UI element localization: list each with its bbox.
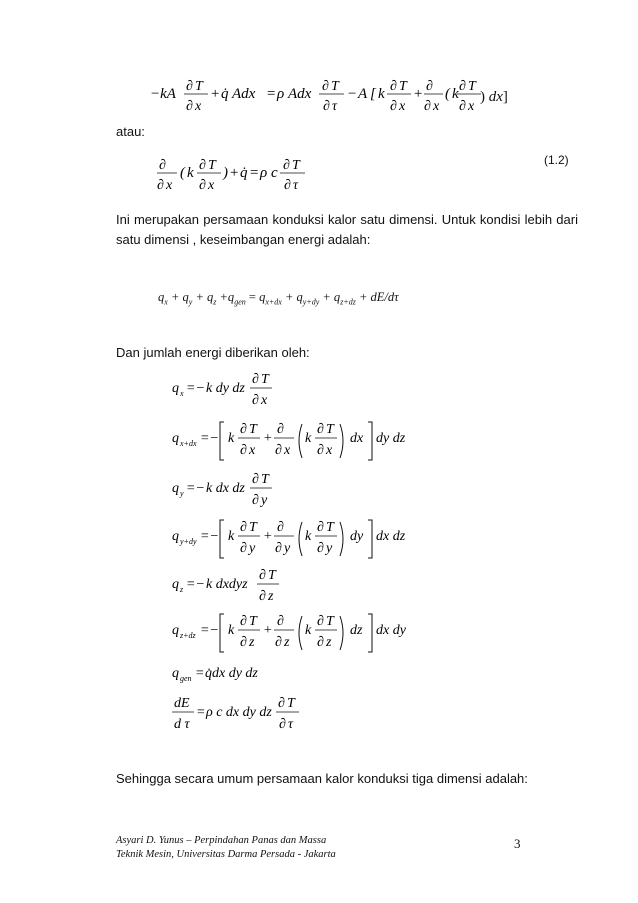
svg-text:y: y — [249, 541, 256, 556]
svg-text:∂: ∂ — [259, 589, 266, 604]
svg-text:∂: ∂ — [240, 635, 247, 650]
svg-text:∂: ∂ — [275, 443, 282, 458]
equation-energy-balance-1d-tail: ) dx] — [480, 89, 508, 105]
svg-text:∂: ∂ — [186, 99, 193, 114]
svg-text:∂: ∂ — [424, 99, 431, 114]
svg-text:∂: ∂ — [240, 520, 247, 535]
svg-text:∂: ∂ — [317, 541, 324, 556]
svg-text:k: k — [228, 431, 235, 446]
svg-text:+: + — [413, 86, 424, 102]
svg-text:dE: dE — [174, 696, 190, 711]
svg-text:x: x — [180, 389, 184, 398]
svg-text:k dy dz: k dy dz — [206, 381, 245, 396]
svg-text:∂: ∂ — [275, 635, 282, 650]
svg-text:k: k — [305, 431, 312, 446]
equation-qz — [172, 566, 292, 612]
svg-text:q: q — [172, 577, 179, 592]
svg-text:∂: ∂ — [284, 178, 291, 193]
svg-text:=−: =− — [200, 529, 219, 544]
svg-text:∂: ∂ — [322, 79, 329, 94]
equation-qy-dy — [172, 516, 412, 566]
footer-line-2: Teknik Mesin, Universitas Darma Persada - Jakarta — [116, 849, 336, 860]
svg-text:∂: ∂ — [240, 614, 247, 629]
svg-text:∂: ∂ — [278, 696, 285, 711]
svg-text:d τ: d τ — [174, 717, 190, 732]
svg-text:z+dz: z+dz — [180, 631, 196, 640]
paragraph-1-line-1: Ini merupakan persamaan konduksi kalor satu dimensi. Untuk kondisi lebih dari — [116, 212, 578, 227]
text-atau: atau: — [116, 124, 145, 139]
svg-text:∂: ∂ — [277, 422, 284, 437]
svg-text:x: x — [249, 443, 256, 458]
svg-text:∂: ∂ — [159, 158, 166, 173]
svg-text:dx: dx — [350, 431, 364, 446]
svg-text:k: k — [305, 529, 312, 544]
svg-text:x: x — [261, 393, 268, 408]
svg-text:T: T — [261, 372, 269, 387]
svg-text:q: q — [172, 431, 179, 446]
svg-text:T: T — [261, 472, 269, 487]
svg-text:∂: ∂ — [199, 158, 206, 173]
svg-text:dy: dy — [350, 529, 364, 544]
equation-energy-balance-1d — [150, 78, 490, 122]
svg-text:∂: ∂ — [459, 99, 466, 114]
svg-text:=−: =− — [200, 431, 219, 446]
svg-text:τ: τ — [332, 99, 338, 114]
svg-text:=−: =− — [186, 381, 205, 396]
svg-text:T: T — [249, 422, 257, 437]
svg-text:gen: gen — [180, 674, 192, 683]
svg-text:dz: dz — [350, 623, 363, 638]
svg-text:z: z — [249, 635, 255, 650]
svg-text:∂: ∂ — [259, 568, 266, 583]
svg-text:y: y — [180, 489, 184, 498]
svg-text:T: T — [249, 520, 257, 535]
svg-text:∂: ∂ — [186, 79, 193, 94]
svg-text:T: T — [287, 696, 295, 711]
svg-text:∂: ∂ — [283, 158, 290, 173]
svg-text:+: + — [263, 529, 273, 544]
svg-text:q: q — [172, 623, 179, 638]
svg-text:T: T — [195, 79, 203, 94]
svg-text:=: = — [266, 86, 277, 102]
svg-text:x: x — [284, 443, 291, 458]
svg-text:=: = — [196, 705, 206, 720]
svg-text:dy dz: dy dz — [376, 431, 406, 446]
svg-text:∂: ∂ — [275, 541, 282, 556]
svg-text:q̇dx dy dz: q̇dx dy dz — [205, 666, 258, 681]
svg-text:∂: ∂ — [277, 614, 284, 629]
svg-text:∂: ∂ — [390, 99, 397, 114]
svg-text:∂: ∂ — [252, 493, 259, 508]
svg-text:dx dz: dx dz — [376, 529, 406, 544]
svg-text:∂: ∂ — [459, 79, 466, 94]
svg-text:k: k — [452, 86, 459, 102]
svg-text:∂: ∂ — [252, 393, 259, 408]
svg-text:x: x — [326, 443, 333, 458]
svg-text:y: y — [326, 541, 333, 556]
svg-text:k: k — [305, 623, 312, 638]
equation-1-2 — [155, 157, 305, 201]
svg-text:∂: ∂ — [317, 614, 324, 629]
svg-text:k dxdyz: k dxdyz — [206, 577, 248, 592]
svg-text:q̇: q̇ — [240, 165, 248, 181]
svg-text:A: A — [358, 86, 368, 102]
paragraph-2: Dan jumlah energi diberikan oleh: — [116, 345, 310, 360]
svg-text:∂: ∂ — [317, 635, 324, 650]
svg-text:∂: ∂ — [317, 443, 324, 458]
svg-text:x: x — [195, 99, 202, 114]
svg-text:[: [ — [370, 86, 376, 102]
svg-text:q: q — [172, 481, 179, 496]
svg-text:k: k — [378, 86, 385, 102]
svg-text:∂: ∂ — [240, 422, 247, 437]
svg-text:T: T — [326, 520, 334, 535]
svg-text:∂: ∂ — [240, 541, 247, 556]
svg-text:−kA: −kA — [150, 86, 176, 102]
svg-text:ρ Adx: ρ Adx — [277, 86, 312, 102]
svg-text:∂: ∂ — [317, 520, 324, 535]
svg-text:z: z — [326, 635, 332, 650]
svg-text:T: T — [249, 614, 257, 629]
svg-text:x: x — [208, 178, 215, 193]
svg-text:T: T — [268, 568, 276, 583]
svg-text:+: + — [263, 623, 273, 638]
svg-text:∂: ∂ — [390, 79, 397, 94]
svg-text:y+dy: y+dy — [180, 537, 197, 546]
svg-text:=−: =− — [186, 577, 205, 592]
svg-text:=: = — [195, 666, 205, 681]
svg-text:y: y — [284, 541, 291, 556]
page-number: 3 — [514, 836, 521, 851]
svg-text:T: T — [331, 79, 339, 94]
footer-line-1: Asyari D. Yunus – Perpindahan Panas dan Massa — [116, 835, 327, 846]
svg-text:∂: ∂ — [252, 372, 259, 387]
svg-text:x+dx: x+dx — [180, 439, 197, 448]
paragraph-1-line-2: satu dimensi , keseimbangan energi adalah: — [116, 232, 371, 247]
svg-text:=−: =− — [186, 481, 205, 496]
equation-qx — [172, 370, 292, 416]
svg-text:x: x — [468, 99, 475, 114]
equation-qy — [172, 470, 292, 516]
svg-text:T: T — [326, 422, 334, 437]
svg-text:=−: =− — [200, 623, 219, 638]
equation-qx-dx — [172, 418, 412, 468]
svg-text:∂: ∂ — [426, 79, 433, 94]
equation-qz-dz — [172, 610, 412, 660]
svg-text:T: T — [326, 614, 334, 629]
svg-text:τ: τ — [288, 717, 294, 732]
svg-text:z: z — [284, 635, 290, 650]
svg-text:τ: τ — [293, 178, 299, 193]
svg-text:(: ( — [180, 165, 185, 181]
svg-text:k: k — [228, 623, 235, 638]
svg-text:k: k — [228, 529, 235, 544]
paragraph-3: Sehingga secara umum persamaan kalor konduksi tiga dimensi adalah: — [116, 771, 528, 786]
svg-text:dx dy: dx dy — [376, 623, 406, 638]
svg-text:T: T — [292, 158, 300, 173]
svg-text:z: z — [180, 585, 184, 594]
equation-dE-dtau — [172, 694, 322, 740]
svg-text:∂: ∂ — [277, 520, 284, 535]
svg-text:+: + — [263, 431, 273, 446]
svg-text:∂: ∂ — [279, 717, 286, 732]
svg-text:∂: ∂ — [157, 178, 164, 193]
svg-text:k: k — [187, 165, 194, 181]
svg-text:q: q — [172, 529, 179, 544]
svg-text:q: q — [172, 381, 179, 396]
equation-qgen — [172, 662, 292, 688]
svg-text:q: q — [172, 666, 179, 681]
svg-text:+: + — [229, 165, 240, 181]
svg-text:=: = — [249, 165, 260, 181]
svg-text:z: z — [268, 589, 274, 604]
equation-energy-balance-3d: $q_x + q_y + q_z +q_{gen} = q_{x+dx} + q_{y+dy} + q_{z+dz} + dE/d\tau$ — [158, 290, 399, 307]
svg-text:+: + — [210, 86, 221, 102]
svg-text:y: y — [261, 493, 268, 508]
svg-text:x: x — [399, 99, 406, 114]
svg-text:T: T — [468, 79, 476, 94]
svg-text:ρ c: ρ c — [260, 165, 278, 181]
equation-number: (1.2) — [544, 153, 569, 167]
svg-text:): ) — [223, 165, 228, 181]
svg-text:∂: ∂ — [199, 178, 206, 193]
svg-text:T: T — [208, 158, 216, 173]
svg-text:q̇ Adx: q̇ Adx — [221, 86, 256, 102]
svg-text:−: − — [347, 86, 358, 102]
svg-text:k dx dz: k dx dz — [206, 481, 245, 496]
svg-text:∂: ∂ — [240, 443, 247, 458]
svg-text:T: T — [399, 79, 407, 94]
svg-text:∂: ∂ — [323, 99, 330, 114]
svg-text:ρ c dx dy dz: ρ c dx dy dz — [206, 705, 272, 720]
svg-text:(: ( — [445, 86, 450, 102]
svg-text:x: x — [166, 178, 173, 193]
svg-text:x: x — [433, 99, 440, 114]
svg-text:∂: ∂ — [252, 472, 259, 487]
svg-text:∂: ∂ — [317, 422, 324, 437]
